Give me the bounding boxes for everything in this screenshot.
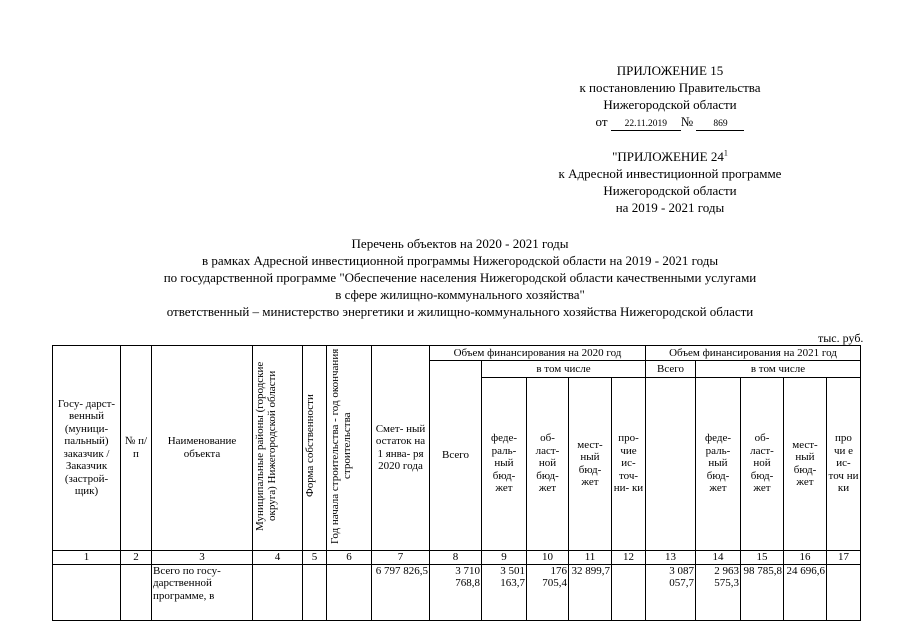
header-incl-2020: в том числе [482,361,646,378]
header-other-2021: про чи е ис- точ ни ки [827,377,861,550]
header-fin2020: Объем финансирования на 2020 год [430,346,646,361]
appendix-line2: Нижегородской области [603,97,737,112]
title-line4: в сфере жилищно-коммунального хозяйства" [335,287,585,302]
title-line1: Перечень объектов на 2020 - 2021 годы [351,236,569,251]
cell-other-2020 [612,564,646,620]
unit-label: тыс. руб. [818,331,864,345]
title-line5: ответственный – министерство энергетики и жилищно-коммунального хозяйства Нижегородской области [166,304,754,319]
col-number: 16 [784,550,827,564]
header-total-2021-blank [646,377,696,550]
cell-ownership [303,564,327,620]
header-federal-2021: феде- раль- ный бюд- жет [696,377,741,550]
objects-table [52,345,861,621]
appendix2-line2: Нижегородской области [603,183,737,198]
col-number: 6 [327,550,372,564]
cell-regional-2020: 176 705,4 [527,564,569,620]
title-line3: по государственной программе "Обеспечение населения Нижегородской области качественными услугами [163,270,757,285]
appendix2-title: "ПРИЛОЖЕНИЕ $24^1$ [612,148,728,164]
header-incl-2021: в том числе [696,361,861,378]
from-label: от [595,114,608,129]
header-fin2021: Объем финансирования на 2021 год [646,346,861,361]
appendix2-line3: на 2019 - 2021 годы [615,200,725,215]
header-total-2021: Всего [646,361,696,378]
header-local-2021: мест- ный бюд- жет [784,377,827,550]
col-number: 2 [121,550,152,564]
col-number: 4 [253,550,303,564]
appendix2-line1: к Адресной инвестиционной программе [558,166,782,181]
col-number: 3 [152,550,253,564]
cell-local-2021: 24 696,6 [784,564,827,620]
cell-num [121,564,152,620]
header-regional-2020: об- ласт- ной бюд- жет [527,377,569,550]
header-years: Год начала строительства - год окончания строительства [327,346,372,551]
header-ownership: Форма собственности [303,346,327,551]
header-other-2020: про- чие ис- точ- ни- ки [612,377,646,550]
col-number: 8 [430,550,482,564]
col-number: 11 [569,550,612,564]
cell-balance: 6 797 826,5 [372,564,430,620]
cell-regional-2021: 98 785,8 [741,564,784,620]
appendix-title: ПРИЛОЖЕНИЕ 15 [616,63,724,78]
cell-total-2021: 3 087 057,7 [646,564,696,620]
order-number: 869 [696,119,744,131]
cell-name: Всего по госу- дарственной программе, в [152,564,253,620]
cell-years [327,564,372,620]
col-number: 14 [696,550,741,564]
col-number: 7 [372,550,430,564]
header-federal-2020: феде- раль- ный бюд- жет [482,377,527,550]
cell-federal-2021: 2 963 575,3 [696,564,741,620]
cell-local-2020: 32 899,7 [569,564,612,620]
appendix-line1: к постановлению Правительства [579,80,761,95]
header-local-2020: мест- ный бюд- жет [569,377,612,550]
header-balance: Смет- ный остаток на 1 янва- ря 2020 года [372,346,430,551]
cell-customer [53,564,121,620]
header-regional-2021: об- ласт- ной бюд- жет [741,377,784,550]
cell-district [253,564,303,620]
header-name: Наименование объекта [152,346,253,551]
header-customer: Госу- дарст- венный (муници- пальный) заказчик / Заказчик (застрой- щик) [53,346,121,551]
col-number: 5 [303,550,327,564]
col-number: 13 [646,550,696,564]
number-sign: № [680,114,694,129]
col-number: 9 [482,550,527,564]
order-date: 22.11.2019 [611,119,681,131]
col-number: 15 [741,550,784,564]
title-line2: в рамках Адресной инвестиционной программы Нижегородской области на 2019 - 2021 годы [201,253,719,268]
header-district: Муниципальные районы (городские округа) Нижегородской области [253,346,303,551]
cell-total-2020: 3 710 768,8 [430,564,482,620]
table-row [53,564,861,620]
col-number: 1 [53,550,121,564]
appendix2-block [510,148,830,216]
col-number: 10 [527,550,569,564]
order-line [535,113,805,131]
column-numbers-row [53,550,861,564]
header-num: № п/п [121,346,152,551]
cell-other-2021 [827,564,861,620]
header-total-2020: Всего [430,361,482,551]
cell-federal-2020: 3 501 163,7 [482,564,527,620]
document-title [70,235,850,320]
appendix-block [535,62,805,131]
col-number: 12 [612,550,646,564]
col-number: 17 [827,550,861,564]
